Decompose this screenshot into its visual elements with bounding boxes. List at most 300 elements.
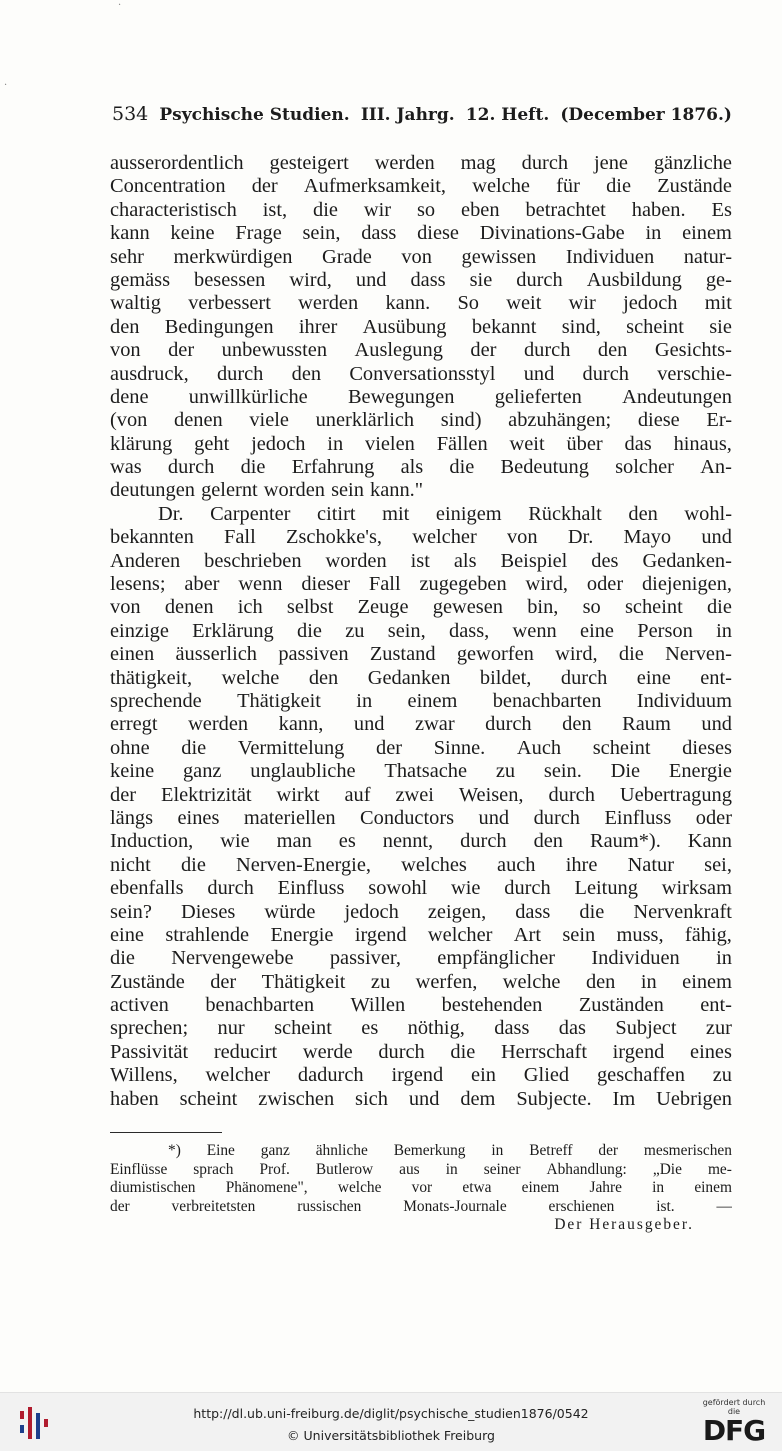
word: Dr. (567, 526, 594, 549)
journal-issue: 12. Heft. (465, 105, 550, 125)
word: Individuen (565, 245, 655, 268)
word: Passivität (110, 1040, 189, 1063)
word: wir (568, 292, 596, 315)
word: den (597, 339, 628, 362)
word: durch (460, 830, 507, 853)
text-line (110, 1041, 732, 1064)
word: ihre (565, 853, 598, 876)
word: viele (249, 409, 289, 432)
word: sehr (110, 245, 144, 268)
word: hinaus, (673, 432, 732, 455)
word: passiven (278, 643, 349, 666)
word: ist, (262, 198, 288, 221)
word: über (566, 432, 603, 455)
word: von (506, 526, 538, 549)
word: in (652, 1179, 665, 1197)
word: die (181, 736, 207, 759)
word: Nerven- (665, 643, 732, 666)
word: sie (469, 268, 493, 291)
word: nennt, (382, 830, 434, 853)
word: mag (460, 152, 496, 174)
journal-title: Psychische Studien. (159, 105, 350, 125)
word: me- (707, 1160, 732, 1178)
word: haben. (631, 198, 686, 221)
word: Raum (622, 713, 671, 736)
word: welcher (412, 526, 477, 549)
word: scheint (274, 1017, 332, 1040)
word: zu (495, 760, 516, 783)
word: welcher (205, 1064, 271, 1087)
word: kann, (278, 713, 324, 736)
word: waltig (110, 292, 161, 315)
word: jene (593, 152, 628, 174)
word: Uebrigen (656, 1087, 732, 1110)
word: russischen (297, 1197, 362, 1215)
word: benachbarten (205, 994, 315, 1017)
word: Dieses (180, 900, 236, 923)
text-line (110, 409, 732, 432)
text-line (110, 947, 732, 970)
word: scheint (626, 315, 684, 338)
text-line (110, 550, 732, 573)
word: als (400, 456, 424, 479)
text-line (110, 339, 732, 362)
word: oder (695, 806, 732, 829)
word: nicht (110, 853, 151, 876)
word: dass, (449, 619, 490, 642)
word: wirksam (661, 877, 732, 900)
word: Erfahrung (291, 456, 375, 479)
word: Frage (235, 222, 282, 245)
word: passiver, (329, 947, 401, 970)
word: Induction, (110, 830, 194, 853)
word: welche (337, 1179, 382, 1197)
word: Dr. (158, 502, 184, 525)
word: characteristisch (110, 198, 237, 221)
word: nur (217, 1017, 245, 1040)
word: werde (302, 1040, 353, 1063)
word: haben (110, 1087, 159, 1110)
word: der (598, 1142, 619, 1159)
word: durch (533, 806, 580, 829)
text-line (110, 152, 732, 175)
word: So (457, 292, 479, 315)
word: Thätigkeit (237, 689, 321, 712)
text-line (110, 807, 732, 830)
word: Individuen (591, 947, 680, 970)
word: durch (560, 666, 608, 689)
word: durch (378, 1040, 425, 1063)
text-line (110, 1088, 732, 1111)
text-line (110, 479, 732, 502)
word: Im (612, 1087, 636, 1110)
word: abzuhängen; (508, 409, 612, 432)
word: Mayo (623, 526, 672, 549)
text-line (110, 643, 732, 666)
word: Aufmerksamkeit, (303, 175, 447, 198)
text-line (110, 456, 732, 479)
word: Bedeutung (500, 456, 589, 479)
word: geschaffen (596, 1064, 685, 1087)
word: bestehenden (441, 994, 543, 1017)
word: gesteigert (269, 152, 349, 174)
footnote-signature: Der Herausgeber. (554, 1216, 694, 1234)
word: erregt (110, 713, 158, 736)
word: wird, (525, 573, 569, 596)
text-line (110, 292, 732, 315)
word: in (640, 970, 657, 993)
word: ganz (182, 760, 222, 783)
word: worden (263, 479, 325, 502)
word: „Die (652, 1160, 682, 1178)
word: einigem (435, 502, 502, 525)
word: den (562, 713, 592, 736)
word: in (445, 1160, 458, 1178)
word: fähig, (684, 923, 732, 946)
word: dene (110, 385, 149, 408)
word: was (110, 456, 142, 479)
word: einzige (110, 619, 169, 642)
word: zwar (415, 713, 455, 736)
text-line (110, 1064, 732, 1087)
word: ent- (700, 666, 732, 689)
word: jedoch (344, 900, 399, 923)
word: gelieferten (494, 385, 582, 408)
word: zwischen (258, 1087, 335, 1110)
word: Die (610, 760, 641, 783)
word: wie (451, 877, 481, 900)
word: durch (523, 339, 571, 362)
scan-mark: · (4, 80, 8, 91)
word: Sinne. (433, 736, 486, 759)
word: die (180, 853, 206, 876)
word: welches (401, 853, 467, 876)
word: weit (506, 292, 542, 315)
word: ausserordentlich (110, 152, 244, 174)
word: ohne (110, 736, 150, 759)
word: eines (690, 1040, 732, 1063)
dfg-caption: gefördert durch die (702, 1398, 766, 1416)
text-line (110, 1179, 732, 1198)
word: Zuständen (578, 994, 664, 1017)
word: wird, (555, 643, 598, 666)
word: sein (562, 923, 596, 946)
word: dem (460, 1087, 496, 1110)
word: Prof. (259, 1160, 290, 1178)
word: sprechende (110, 689, 202, 712)
text-line (110, 830, 732, 853)
word: die (706, 596, 732, 619)
word: in (327, 432, 344, 455)
word: besessen (194, 268, 266, 291)
word: so (416, 198, 436, 221)
word: und (353, 713, 385, 736)
word: strahlende (165, 923, 250, 946)
word: Leitung (574, 877, 638, 900)
word: in (716, 947, 732, 970)
word: mit (382, 502, 410, 525)
word: ist (410, 549, 430, 572)
word: Eine (206, 1142, 235, 1159)
word: würde (264, 900, 316, 923)
text-line (110, 526, 732, 549)
journal-date: (December 1876.) (560, 105, 732, 125)
word: durch (504, 877, 551, 900)
word: der (376, 736, 403, 759)
word: lesens; (110, 573, 166, 596)
word: citirt (317, 502, 356, 525)
word: Kann (687, 830, 732, 853)
word: erschienen (548, 1197, 615, 1215)
word: für (556, 175, 580, 198)
word: ähnliche (315, 1142, 368, 1159)
text-line (110, 877, 732, 900)
word: Natur (627, 853, 674, 876)
word: auf (344, 783, 371, 806)
word: und (355, 268, 387, 291)
word: von (401, 245, 432, 268)
body-text (110, 152, 732, 1111)
word: welche (502, 970, 561, 993)
word: vor (411, 1179, 433, 1197)
word: des (591, 549, 619, 572)
word: etwa (462, 1179, 492, 1197)
word: Uebertragung (619, 783, 732, 806)
word: selbst (286, 596, 334, 619)
word: die (606, 175, 632, 198)
text-line (110, 573, 732, 596)
word: werden (298, 292, 359, 315)
word: muss, (616, 923, 664, 946)
word: dass (361, 222, 397, 245)
word: einen (110, 643, 155, 666)
word: ebenfalls (110, 877, 184, 900)
word: bildet, (479, 666, 532, 689)
word: Er- (706, 409, 732, 432)
word: eines (177, 806, 220, 829)
word: durch (548, 783, 595, 806)
word: scheint (179, 1087, 238, 1110)
text-line (110, 222, 732, 245)
word: so (582, 596, 601, 619)
word: Jahre (589, 1179, 622, 1197)
word: in (491, 1142, 504, 1159)
word: geworfen (456, 643, 534, 666)
word: den (628, 502, 658, 525)
word: keine (110, 760, 155, 783)
word: die (240, 456, 266, 479)
text-line (110, 620, 732, 643)
word: ist. (656, 1197, 675, 1215)
word: diumistischen (110, 1179, 196, 1197)
scan-mark: · (118, 0, 122, 11)
word: materiellen (243, 806, 336, 829)
word: in (356, 689, 373, 712)
word: nöthig, (407, 1017, 465, 1040)
word: und (701, 526, 732, 549)
word: äusserlich (175, 643, 258, 666)
word: Weisen, (458, 783, 524, 806)
word: unwillkürliche (188, 385, 308, 408)
word: die (450, 1040, 476, 1063)
word: Zschokke's, (286, 526, 382, 549)
word: Conductors (360, 806, 455, 829)
word: kann (110, 222, 150, 245)
word: sein, (387, 619, 426, 642)
word: gelernt (201, 479, 258, 502)
word: und (523, 362, 555, 385)
word: aber (184, 573, 220, 596)
word: Thätigkeit (261, 970, 346, 993)
word: Nerven-Energie, (236, 853, 371, 876)
word: irgend (354, 923, 407, 946)
word: diese (417, 222, 459, 245)
text-line (110, 784, 732, 807)
word: Bemerkung (393, 1142, 466, 1159)
word: Energie (270, 923, 334, 946)
word: Ausübung (362, 315, 447, 338)
word: Beispiel (500, 549, 568, 572)
word: Zustände (110, 970, 185, 993)
word: Carpenter (210, 502, 291, 525)
word: gänzliche (653, 152, 732, 174)
word: Herrschaft (500, 1040, 587, 1063)
word: Abhandlung: (546, 1160, 627, 1178)
word: den (110, 315, 140, 338)
word: durch (521, 152, 569, 174)
footnote-divider (110, 1132, 222, 1133)
word: Zustände (657, 175, 732, 198)
word: zur (705, 1017, 732, 1040)
word: zu (345, 619, 365, 642)
word: der (110, 783, 137, 806)
word: oder (586, 573, 624, 596)
word: Einfluss (604, 806, 672, 829)
word: jedoch (623, 292, 678, 315)
word: einem (521, 1179, 560, 1197)
word: Nervengewebe (171, 947, 294, 970)
word: — (716, 1197, 732, 1215)
text-line (110, 363, 732, 386)
word: zu (712, 1064, 732, 1087)
word: von (110, 339, 141, 362)
text-line (110, 854, 732, 877)
word: bin, (527, 596, 559, 619)
word: Subjecte. (516, 1087, 592, 1110)
word: den (308, 666, 339, 689)
word: die (110, 947, 135, 970)
word: werden (374, 152, 435, 174)
word: wohl- (684, 502, 732, 525)
word: durch (582, 362, 629, 385)
word: Es (711, 198, 732, 221)
document-url[interactable]: http://dl.ub.uni-freiburg.de/diglit/psychische_studien1876/0542 (193, 1406, 589, 1421)
word: wenn (512, 619, 557, 642)
word: und (478, 806, 510, 829)
word: Auch (516, 736, 562, 759)
word: und (701, 713, 732, 736)
word: Person (637, 619, 693, 642)
text-line (110, 199, 732, 222)
word: gemäss (110, 268, 171, 291)
word: wie (220, 830, 250, 853)
word: keine (170, 222, 215, 245)
word: ganz (260, 1142, 290, 1159)
word: Andeutungen (622, 385, 732, 408)
word: An- (700, 456, 732, 479)
word: Einfluss (277, 877, 345, 900)
word: durch (207, 877, 254, 900)
word: Willen (350, 994, 406, 1017)
word: Erklärung (192, 619, 274, 642)
word: auch (497, 853, 536, 876)
word: ge- (705, 268, 732, 291)
word: zwei (395, 783, 434, 806)
word: durch (485, 713, 532, 736)
word: weit (509, 432, 545, 455)
word: Auslegung (354, 339, 443, 362)
word: gewesen (432, 596, 503, 619)
text-line (110, 246, 732, 269)
word: der (251, 175, 278, 198)
word: von (110, 596, 141, 619)
word: Thatsache (384, 760, 468, 783)
word: Bedingungen (164, 315, 274, 338)
word: ent- (700, 994, 732, 1017)
word: dass (515, 900, 551, 923)
word: Monats-Journale (403, 1197, 507, 1215)
word: scheint (624, 596, 683, 619)
word: gewissen (461, 245, 537, 268)
word: wird, (289, 268, 332, 291)
word: die (297, 619, 322, 642)
word: eine (636, 666, 671, 689)
dfg-wordmark: DFG (702, 1414, 766, 1447)
word: Glied (523, 1064, 570, 1087)
word: durch (516, 268, 563, 291)
word: natur- (683, 245, 732, 268)
word: dieser (301, 573, 351, 596)
word: einem (407, 689, 458, 712)
word: die (618, 643, 644, 666)
text-line (110, 971, 732, 994)
word: diese (637, 409, 680, 432)
word: einem (694, 1179, 732, 1197)
word: Phänomene", (225, 1179, 308, 1197)
dfg-logo (696, 1398, 772, 1446)
word: welche (472, 175, 530, 198)
word: zeigen, (427, 900, 487, 923)
word: sind, (561, 315, 601, 338)
word: Conversationsstyl (349, 362, 496, 385)
text-line (110, 386, 732, 409)
word: das (624, 432, 652, 455)
word: Concentration (110, 175, 226, 198)
word: solcher (615, 456, 674, 479)
word: jedoch (251, 432, 306, 455)
journal-year: III. Jahrg. (360, 105, 455, 125)
word: Ausbildung (586, 268, 682, 291)
text-line (110, 1017, 732, 1040)
word: dass (494, 1017, 530, 1040)
word: wirkt (276, 783, 320, 806)
word: Subject (615, 1017, 677, 1040)
word: Gesichts- (654, 339, 732, 362)
word: den (533, 830, 564, 853)
word: merkwürdigen (173, 245, 293, 268)
word: reducirt (213, 1040, 278, 1063)
word: Raum*). (590, 830, 661, 853)
